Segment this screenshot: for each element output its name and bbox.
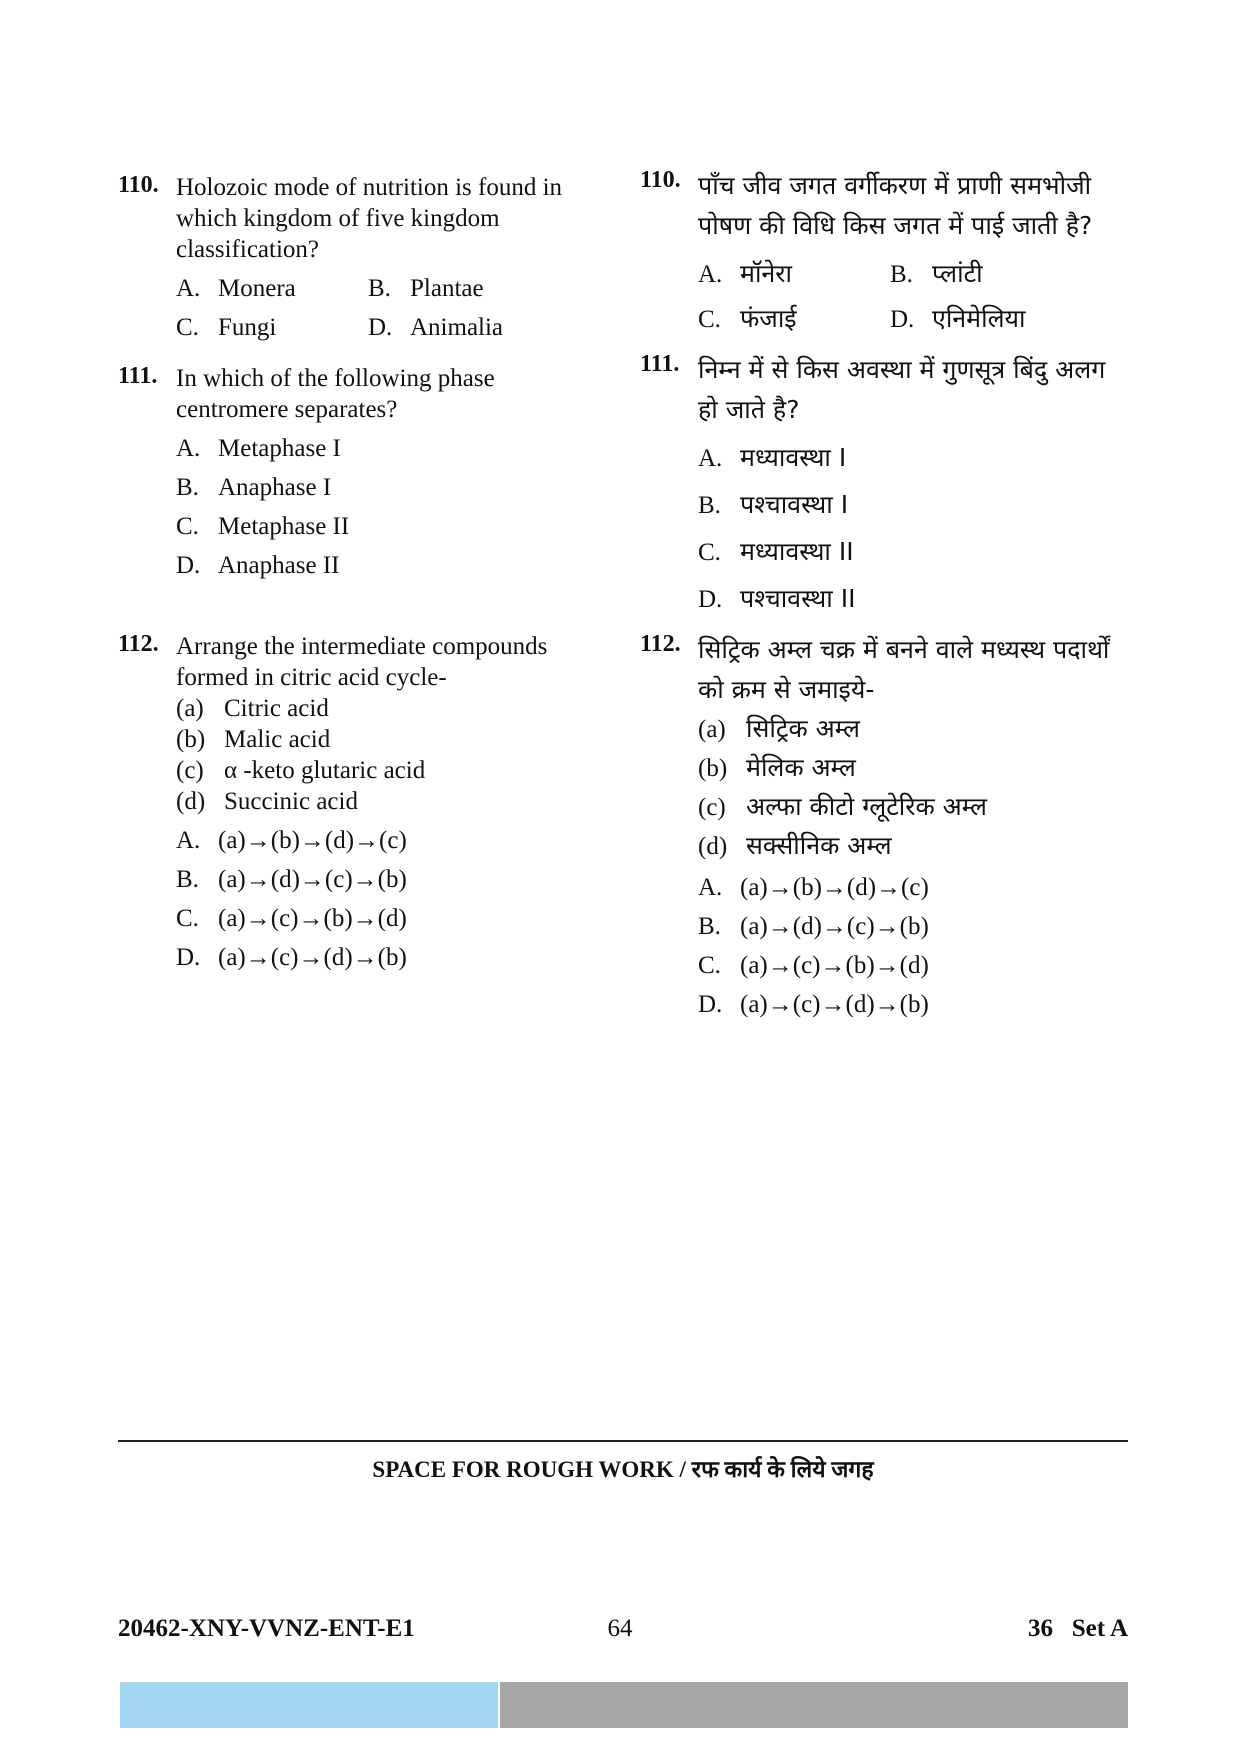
option-d (698, 989, 1130, 1020)
option-text: Animalia (410, 314, 504, 341)
option-text: (a)→(b)→(d)→(c) (740, 874, 929, 901)
item-text: α -keto glutaric acid (224, 757, 426, 784)
footer-bar-grey (500, 1682, 1128, 1728)
paper-code: 20462-XNY-VVNZ-ENT-E1 (118, 1615, 415, 1642)
option-d (176, 550, 608, 581)
item-label: (d) (176, 788, 206, 815)
options (176, 433, 608, 581)
item-text: Malic acid (224, 726, 331, 753)
option-text: (a)→(c)→(d)→(b) (218, 944, 407, 971)
option-letter: B. (176, 474, 199, 501)
question-110-hi (640, 166, 1130, 340)
option-d (176, 942, 608, 973)
option-text: प्लांटी (932, 259, 983, 288)
question-number: 112. (640, 631, 681, 657)
option-c (176, 511, 608, 542)
question-110-en (118, 172, 608, 343)
option-letter: D. (176, 944, 201, 971)
question-112-en (118, 631, 608, 973)
items (176, 693, 608, 817)
option-b (368, 273, 608, 304)
options (176, 273, 608, 343)
item-b (698, 749, 1130, 788)
option-b (890, 254, 1130, 295)
option-text: एनिमेलिया (932, 304, 1026, 333)
item-text: Succinic acid (224, 788, 358, 815)
option-text: पश्चावस्था II (740, 584, 856, 613)
item-label: (b) (698, 755, 728, 782)
options (698, 872, 1130, 1020)
page-number: 64 (607, 1615, 633, 1642)
item-a (698, 710, 1130, 749)
option-letter: C. (176, 314, 199, 341)
option-a (698, 254, 890, 295)
item-c (698, 788, 1130, 827)
option-text: मॉनेरा (740, 259, 793, 288)
option-d (890, 299, 1130, 340)
question-number: 111. (640, 351, 680, 377)
option-letter: D. (176, 552, 201, 579)
option-b (176, 864, 608, 895)
item-text: सिट्रिक अम्ल (746, 714, 860, 743)
option-letter: A. (698, 874, 723, 901)
item-label: (c) (698, 794, 726, 821)
item-text: सक्सीनिक अम्ल (746, 831, 892, 860)
option-a (698, 872, 1130, 903)
option-text: (a)→(c)→(b)→(d) (740, 952, 929, 979)
option-letter: B. (890, 261, 913, 288)
option-a (176, 433, 608, 464)
option-letter: C. (176, 513, 199, 540)
option-text: Metaphase II (218, 513, 350, 540)
option-letter: A. (698, 445, 723, 472)
option-letter: D. (890, 306, 915, 333)
question-stem: सिट्रिक अम्ल चक्र में बनने वाले मध्यस्थ पदार्थों को क्रम से जमाइये- (698, 635, 1110, 704)
option-c (176, 312, 368, 343)
rough-work-divider (118, 1440, 1128, 1442)
option-letter: D. (698, 586, 723, 613)
option-letter: C. (698, 306, 721, 333)
item-text: Citric acid (224, 695, 329, 722)
question-stem: Arrange the intermediate compounds formed in citric acid cycle- (176, 633, 548, 691)
option-text: Anaphase I (218, 474, 332, 501)
item-text: अल्फा कीटो ग्लूटेरिक अम्ल (746, 792, 987, 821)
item-c (176, 755, 608, 786)
option-letter: B. (698, 492, 721, 519)
rough-work-label: SPACE FOR ROUGH WORK / रफ कार्य के लिये जगह (372, 1457, 874, 1482)
option-c (698, 532, 1130, 573)
option-text: मध्यावस्था I (740, 443, 847, 472)
option-text: (a)→(b)→(d)→(c) (218, 827, 407, 854)
item-d (176, 786, 608, 817)
items (698, 710, 1130, 866)
option-d (698, 579, 1130, 620)
question-111-hi (640, 350, 1130, 620)
item-label: (b) (176, 726, 206, 753)
option-text: (a)→(c)→(b)→(d) (218, 905, 407, 932)
question-111-en (118, 363, 608, 581)
option-text: Fungi (218, 314, 277, 341)
options (176, 825, 608, 973)
option-a (176, 273, 368, 304)
item-d (698, 827, 1130, 866)
item-label: (a) (176, 695, 204, 722)
option-letter: A. (698, 261, 723, 288)
option-b (698, 485, 1130, 526)
option-letter: D. (368, 314, 393, 341)
question-112-hi (640, 630, 1130, 1020)
footer-bar-blue (120, 1682, 498, 1728)
question-number: 110. (118, 172, 159, 198)
option-c (698, 299, 890, 340)
option-b (176, 472, 608, 503)
option-c (698, 950, 1130, 981)
option-text: Monera (218, 275, 296, 302)
option-letter: C. (698, 539, 721, 566)
option-text: (a)→(c)→(d)→(b) (740, 991, 929, 1018)
option-letter: A. (176, 435, 201, 462)
option-a (698, 438, 1130, 479)
option-text: (a)→(d)→(c)→(b) (740, 913, 929, 940)
option-letter: B. (698, 913, 721, 940)
option-a (176, 825, 608, 856)
option-text: Anaphase II (218, 552, 340, 579)
set-label: 36 Set A (1028, 1615, 1128, 1642)
option-text: फंजाई (740, 304, 797, 333)
option-letter: C. (698, 952, 721, 979)
english-column (118, 172, 608, 981)
option-text: (a)→(d)→(c)→(b) (218, 866, 407, 893)
question-stem: Holozoic mode of nutrition is found in which kingdom of five kingdom classification? (176, 174, 563, 263)
question-stem: In which of the following phase centromere separates? (176, 365, 495, 423)
item-a (176, 693, 608, 724)
question-number: 112. (118, 631, 159, 657)
options (698, 438, 1130, 620)
option-d (368, 312, 608, 343)
hindi-column (640, 167, 1130, 1028)
option-letter: B. (176, 866, 199, 893)
item-text: मेलिक अम्ल (746, 753, 856, 782)
item-label: (c) (176, 757, 204, 784)
question-stem: निम्न में से किस अवस्था में गुणसूत्र बिंदु अलग हो जाते है? (698, 355, 1106, 424)
option-letter: C. (176, 905, 199, 932)
option-b (698, 911, 1130, 942)
option-c (176, 903, 608, 934)
option-text: पश्चावस्था I (740, 490, 849, 519)
option-text: Plantae (410, 275, 484, 302)
item-label: (d) (698, 833, 728, 860)
option-text: मध्यावस्था II (740, 537, 854, 566)
option-text: Metaphase I (218, 435, 341, 462)
item-b (176, 724, 608, 755)
options (698, 254, 1130, 340)
item-label: (a) (698, 716, 726, 743)
question-number: 111. (118, 363, 158, 389)
option-letter: A. (176, 827, 201, 854)
question-stem: पाँच जीव जगत वर्गीकरण में प्राणी समभोजी पोषण की विधि किस जगत में पाई जाती है? (698, 171, 1093, 240)
option-letter: D. (698, 991, 723, 1018)
option-letter: B. (368, 275, 391, 302)
question-number: 110. (640, 167, 681, 193)
option-letter: A. (176, 275, 201, 302)
